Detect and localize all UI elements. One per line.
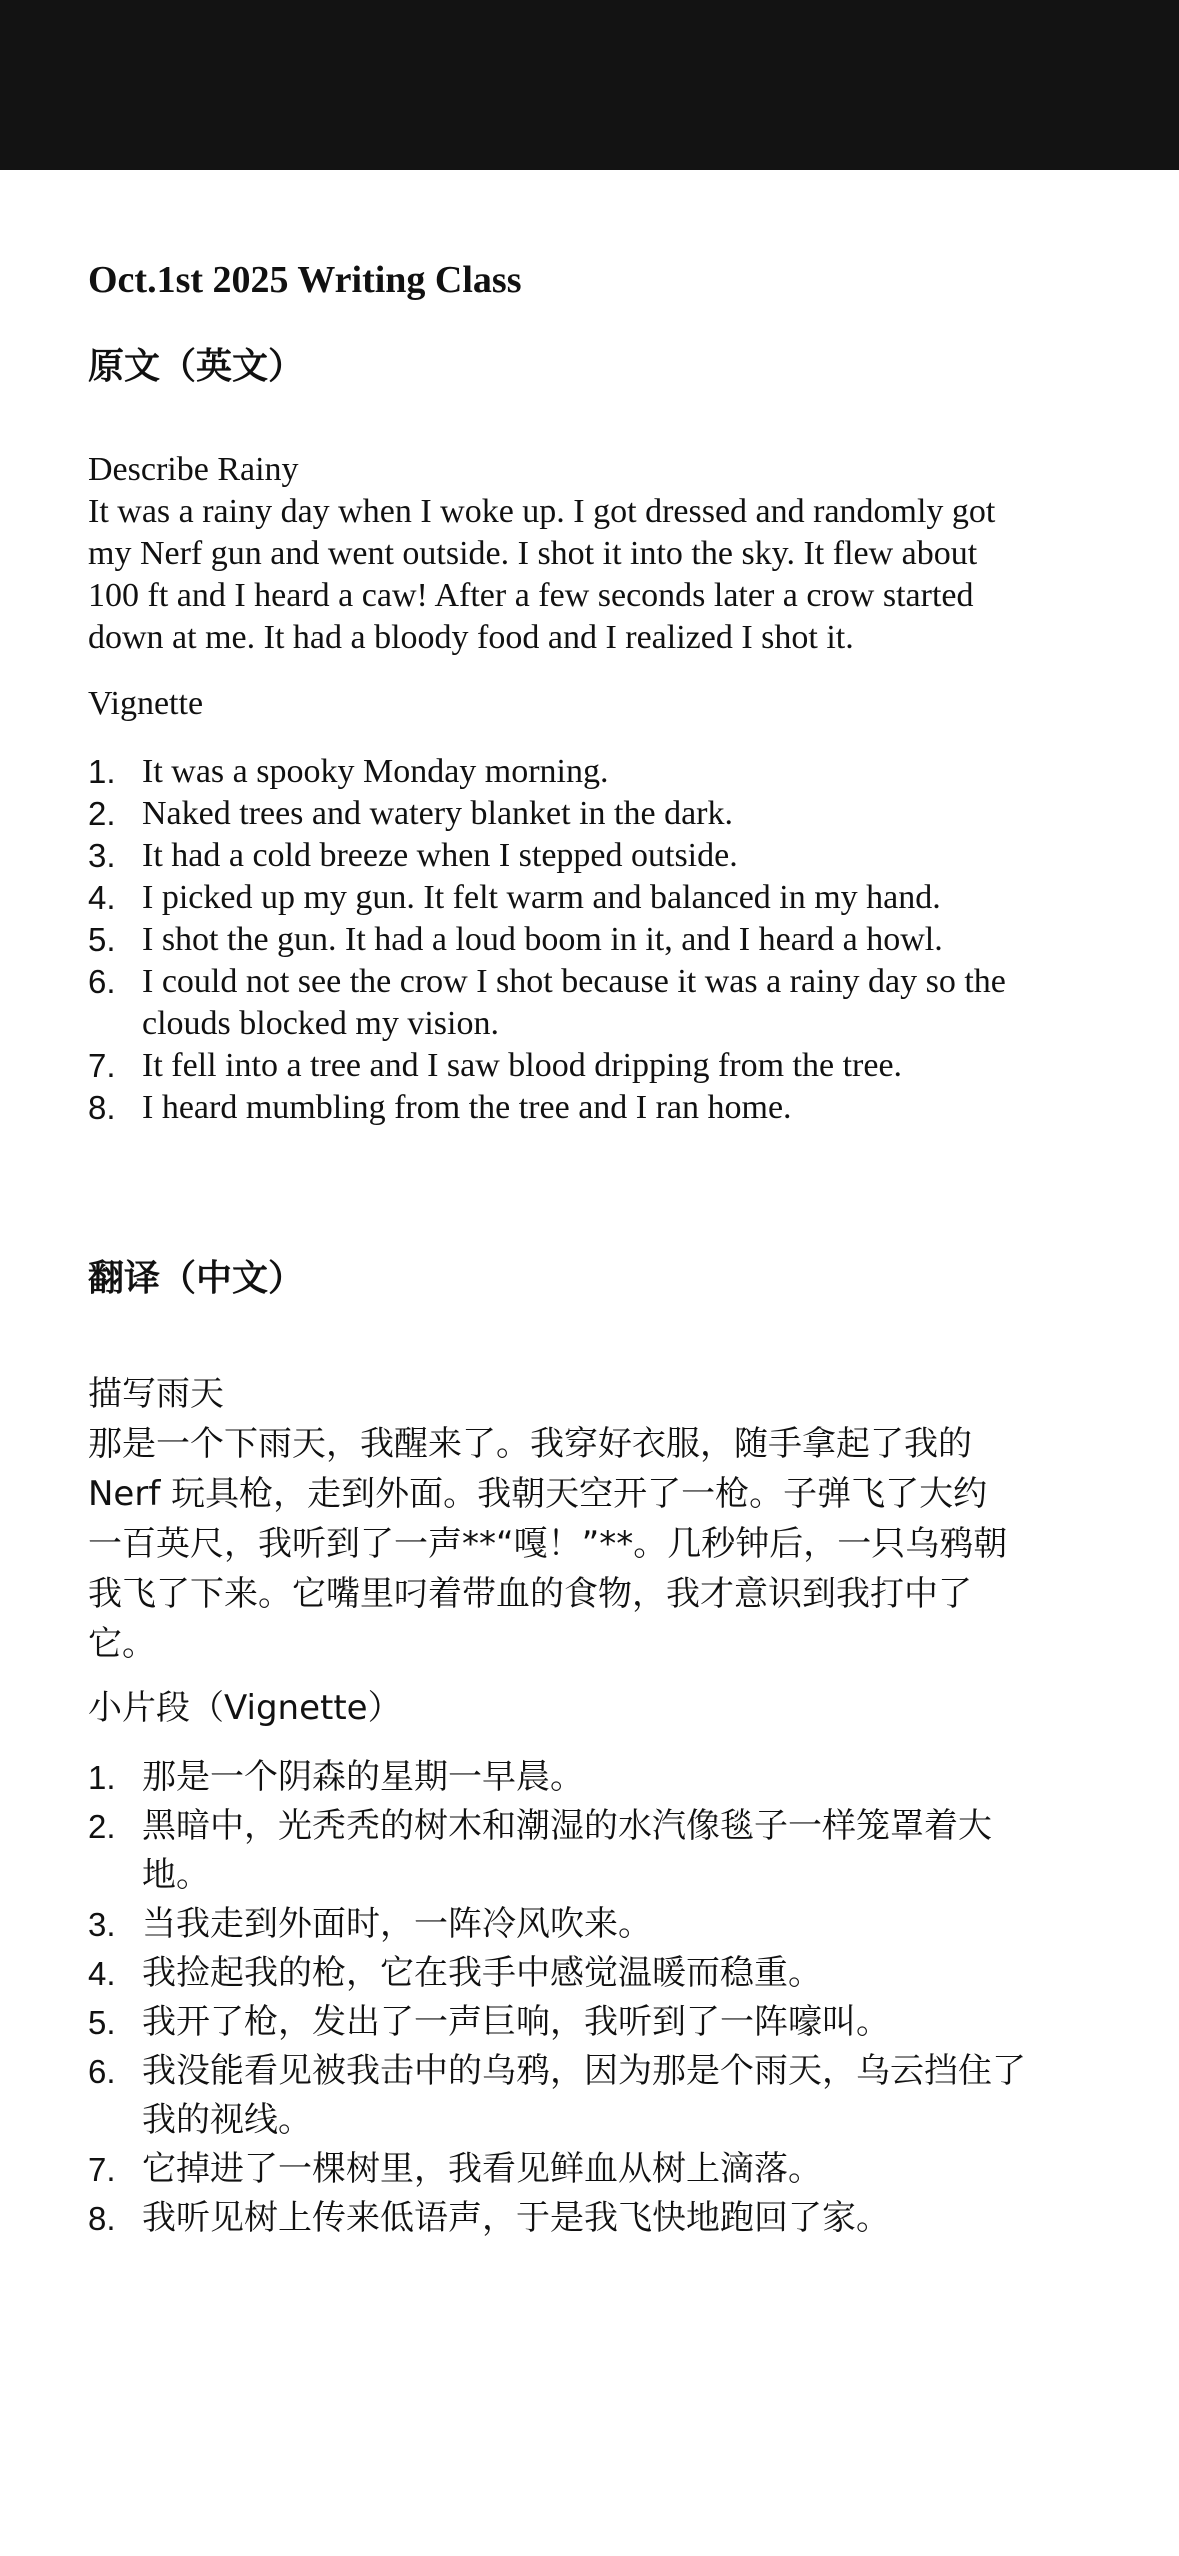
list-item bbox=[88, 877, 1056, 919]
list-text: Naked trees and watery blanket in the dark. bbox=[142, 795, 733, 832]
list-number: 1. bbox=[88, 753, 116, 790]
list-item bbox=[88, 1949, 1056, 1998]
original-describe-paragraph: It was a rainy day when I woke up. I got dressed and randomly got my Nerf gun and went outside. I shot it into the sky. It flew about 100 ft and I heard a caw! After a few seconds later a crow started down at me. It had a bloody food and I realized I shot it. bbox=[88, 493, 996, 656]
list-text: It had a cold breeze when I stepped outside. bbox=[142, 837, 738, 874]
list-text: 黑暗中，光秃秃的树木和潮湿的水汽像毯子一样笼罩着大地。 bbox=[142, 1806, 992, 1895]
translation-vignette-label: 小片段（Vignette） bbox=[88, 1688, 402, 1728]
translation-describe-paragraph: 那是一个下雨天，我醒来了。我穿好衣服，随手拿起了我的 Nerf 玩具枪，走到外面。我朝天空开了一枪。子弹飞了大约一百英尺，我听到了一声**“嘎！”**。几秒钟后，一只乌鸦朝我飞了下来。它嘴里叼着带血的食物，我才意识到我打中了它。 bbox=[88, 1424, 1008, 1664]
list-number: 2. bbox=[88, 1808, 116, 1845]
list-text: It fell into a tree and I saw blood dripping from the tree. bbox=[142, 1047, 903, 1084]
original-vignette-label: Vignette bbox=[88, 685, 204, 722]
list-item bbox=[88, 2194, 1056, 2243]
list-number: 3. bbox=[88, 1906, 116, 1943]
list-number: 7. bbox=[88, 2151, 116, 2188]
list-text: 我没能看见被我击中的乌鸦，因为那是个雨天，乌云挡住了我的视线。 bbox=[142, 2051, 1026, 2140]
list-item bbox=[88, 1802, 1056, 1900]
list-item bbox=[88, 2145, 1056, 2194]
list-number: 3. bbox=[88, 837, 116, 874]
list-item bbox=[88, 961, 1056, 1045]
list-text: I shot the gun. It had a loud boom in it, and I heard a howl. bbox=[142, 921, 943, 958]
list-number: 6. bbox=[88, 2053, 116, 2090]
original-vignette-list bbox=[88, 751, 1068, 1129]
list-text: I picked up my gun. It felt warm and balanced in my hand. bbox=[142, 879, 941, 916]
list-text: I could not see the crow I shot because it was a rainy day so the clouds blocked my vision. bbox=[142, 963, 1006, 1042]
list-item bbox=[88, 1753, 1056, 1802]
list-text: 它掉进了一棵树里，我看见鲜血从树上滴落。 bbox=[142, 2149, 822, 2189]
translation-section-heading: 翻译（中文） bbox=[88, 1258, 305, 1299]
list-number: 4. bbox=[88, 1955, 116, 1992]
list-item bbox=[88, 1087, 1056, 1129]
list-item bbox=[88, 751, 1056, 793]
list-text: It was a spooky Monday morning. bbox=[142, 753, 609, 790]
section-spacer bbox=[88, 1129, 1068, 1249]
list-item bbox=[88, 793, 1056, 835]
list-item bbox=[88, 835, 1056, 877]
list-item bbox=[88, 1998, 1056, 2047]
list-text: 当我走到外面时，一阵冷风吹来。 bbox=[142, 1904, 652, 1944]
top-status-bar bbox=[0, 0, 1179, 170]
list-item bbox=[88, 919, 1056, 961]
list-item bbox=[88, 1900, 1056, 1949]
list-item bbox=[88, 1045, 1056, 1087]
list-text: 我听见树上传来低语声，于是我飞快地跑回了家。 bbox=[142, 2198, 890, 2238]
original-describe-label: Describe Rainy bbox=[88, 451, 299, 488]
document-title: Oct.1st 2025 Writing Class bbox=[88, 259, 522, 301]
original-section-heading: 原文（英文） bbox=[88, 346, 305, 387]
translation-describe-label: 描写雨天 bbox=[88, 1374, 224, 1414]
list-item bbox=[88, 2047, 1056, 2145]
list-number: 6. bbox=[88, 963, 116, 1000]
list-number: 8. bbox=[88, 1089, 116, 1126]
document-body bbox=[88, 250, 1068, 2243]
list-number: 8. bbox=[88, 2200, 116, 2237]
list-number: 2. bbox=[88, 795, 116, 832]
list-number: 7. bbox=[88, 1047, 116, 1084]
list-text: 那是一个阴森的星期一早晨。 bbox=[142, 1757, 584, 1797]
list-text: 我捡起我的枪，它在我手中感觉温暖而稳重。 bbox=[142, 1953, 822, 1993]
list-text: I heard mumbling from the tree and I ran home. bbox=[142, 1089, 792, 1126]
translation-vignette-list bbox=[88, 1753, 1068, 2243]
list-number: 5. bbox=[88, 2004, 116, 2041]
list-number: 5. bbox=[88, 921, 116, 958]
list-text: 我开了枪，发出了一声巨响，我听到了一阵嚎叫。 bbox=[142, 2002, 890, 2042]
list-number: 4. bbox=[88, 879, 116, 916]
list-number: 1. bbox=[88, 1759, 116, 1796]
